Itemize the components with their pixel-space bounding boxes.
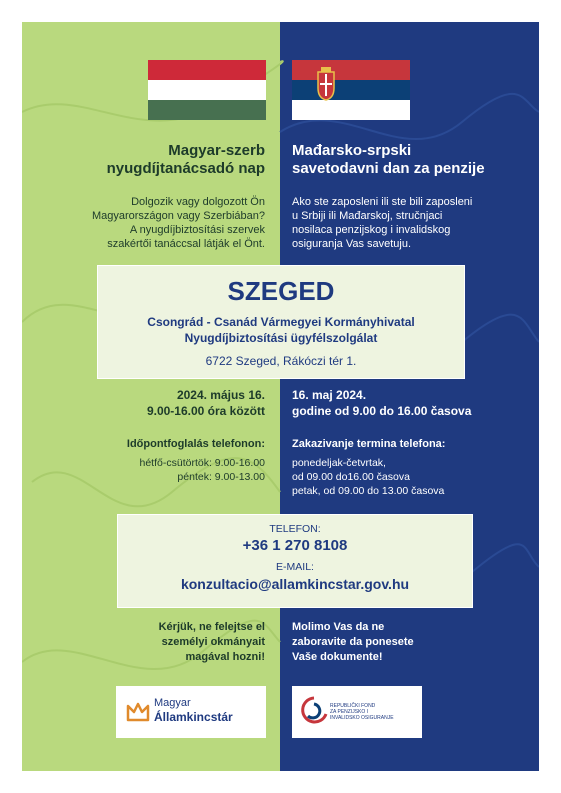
serbian-coat-of-arms-icon (316, 66, 336, 102)
phone-label: TELEFON: (269, 523, 321, 535)
title-line: Magyar-szerb (168, 142, 265, 159)
hungarian-date (147, 387, 265, 419)
logo-line: INVALIDSKO OSIGURANJE (330, 715, 394, 721)
note-line: Kérjük, ne felejtse el (158, 621, 265, 633)
note-line: zaboravite da ponesete (292, 636, 414, 648)
serbian-date (292, 387, 471, 419)
serbian-flag (292, 60, 410, 120)
note-line: személyi okmányait (161, 636, 265, 648)
time-line: godine od 9.00 do 16.00 časova (292, 404, 472, 418)
email-address[interactable]: konzultacio@allamkincstar.gov.hu (180, 576, 410, 592)
desc-line: u Srbiji ili Mađarskoj, stručnjaci (292, 210, 443, 222)
title-line: Mađarsko-srpski (292, 142, 412, 159)
hungarian-title (107, 142, 265, 178)
hungarian-flag (148, 60, 266, 120)
schedule-line: od 09.00 do16.00 časova (292, 471, 410, 483)
crown-icon (126, 700, 150, 724)
hungarian-booking-title: Időpontfoglalás telefonon: (126, 438, 265, 450)
schedule-line: petak, od 09.00 do 13.00 časova (292, 485, 445, 497)
title-line: savetodavni dan za penzije (292, 160, 485, 177)
city-name: SZEGED (227, 276, 335, 306)
serbian-schedule (292, 456, 444, 498)
date-line: 16. maj 2024. (292, 388, 367, 402)
date-line: 2024. május 16. (176, 388, 265, 402)
email-label: E-MAIL: (276, 561, 314, 573)
title-line: nyugdíjtanácsadó nap (106, 160, 265, 177)
logo-text (154, 696, 233, 724)
serbian-title (292, 142, 485, 178)
desc-line: osiguranja Vas savetuju. (292, 238, 412, 250)
logo-line: REPUBLIČKI FOND (330, 703, 376, 709)
serbian-description (292, 195, 532, 251)
rfpio-emblem-icon (300, 696, 328, 728)
note-line: Vaše dokumente! (292, 651, 383, 663)
serbian-reminder (292, 620, 414, 665)
serbian-booking-title: Zakazivanje termina telefona: (292, 438, 446, 450)
desc-line: Dolgozik vagy dolgozott Ön (131, 196, 265, 208)
logo-line: Államkincstár (154, 710, 233, 724)
office-name (98, 314, 464, 346)
time-line: 9.00-16.00 óra között (146, 404, 265, 418)
hungarian-reminder (159, 620, 265, 665)
schedule-line: péntek: 9.00-13.00 (177, 471, 265, 483)
magyar-allamkincstar-logo (116, 686, 266, 738)
schedule-line: ponedeljak-četvrtak, (292, 457, 386, 469)
desc-line: nosilaca penzijskog i invalidskog (292, 224, 451, 236)
desc-line: szakértői tanáccsal látják el Önt. (107, 238, 265, 250)
desc-line: Ako ste zaposleni ili ste bili zaposleni (292, 196, 473, 208)
rfpio-logo (292, 686, 422, 738)
office-line: Csongrád - Csanád Vármegyei Kormányhivatal (147, 315, 415, 329)
note-line: Molimo Vas da ne (292, 621, 385, 633)
hungarian-schedule (140, 456, 266, 484)
logo-line: ZA PENZIJSKO I (330, 709, 369, 715)
logo-line: Magyar (154, 697, 191, 709)
poster (22, 22, 539, 771)
phone-number[interactable]: +36 1 270 8108 (242, 537, 348, 554)
address: 6722 Szeged, Rákóczi tér 1. (205, 354, 357, 368)
office-line: Nyugdíjbiztosítási ügyfélszolgálat (184, 331, 378, 345)
schedule-line: hétfő-csütörtök: 9.00-16.00 (139, 457, 265, 469)
note-line: magával hozni! (185, 651, 265, 663)
hungarian-description (25, 195, 265, 251)
location-box (97, 265, 465, 379)
contact-box (117, 514, 473, 608)
logo-text (330, 703, 394, 721)
desc-line: Magyarországon vagy Szerbiában? (91, 210, 265, 222)
desc-line: A nyugdíjbiztosítási szervek (129, 224, 265, 236)
